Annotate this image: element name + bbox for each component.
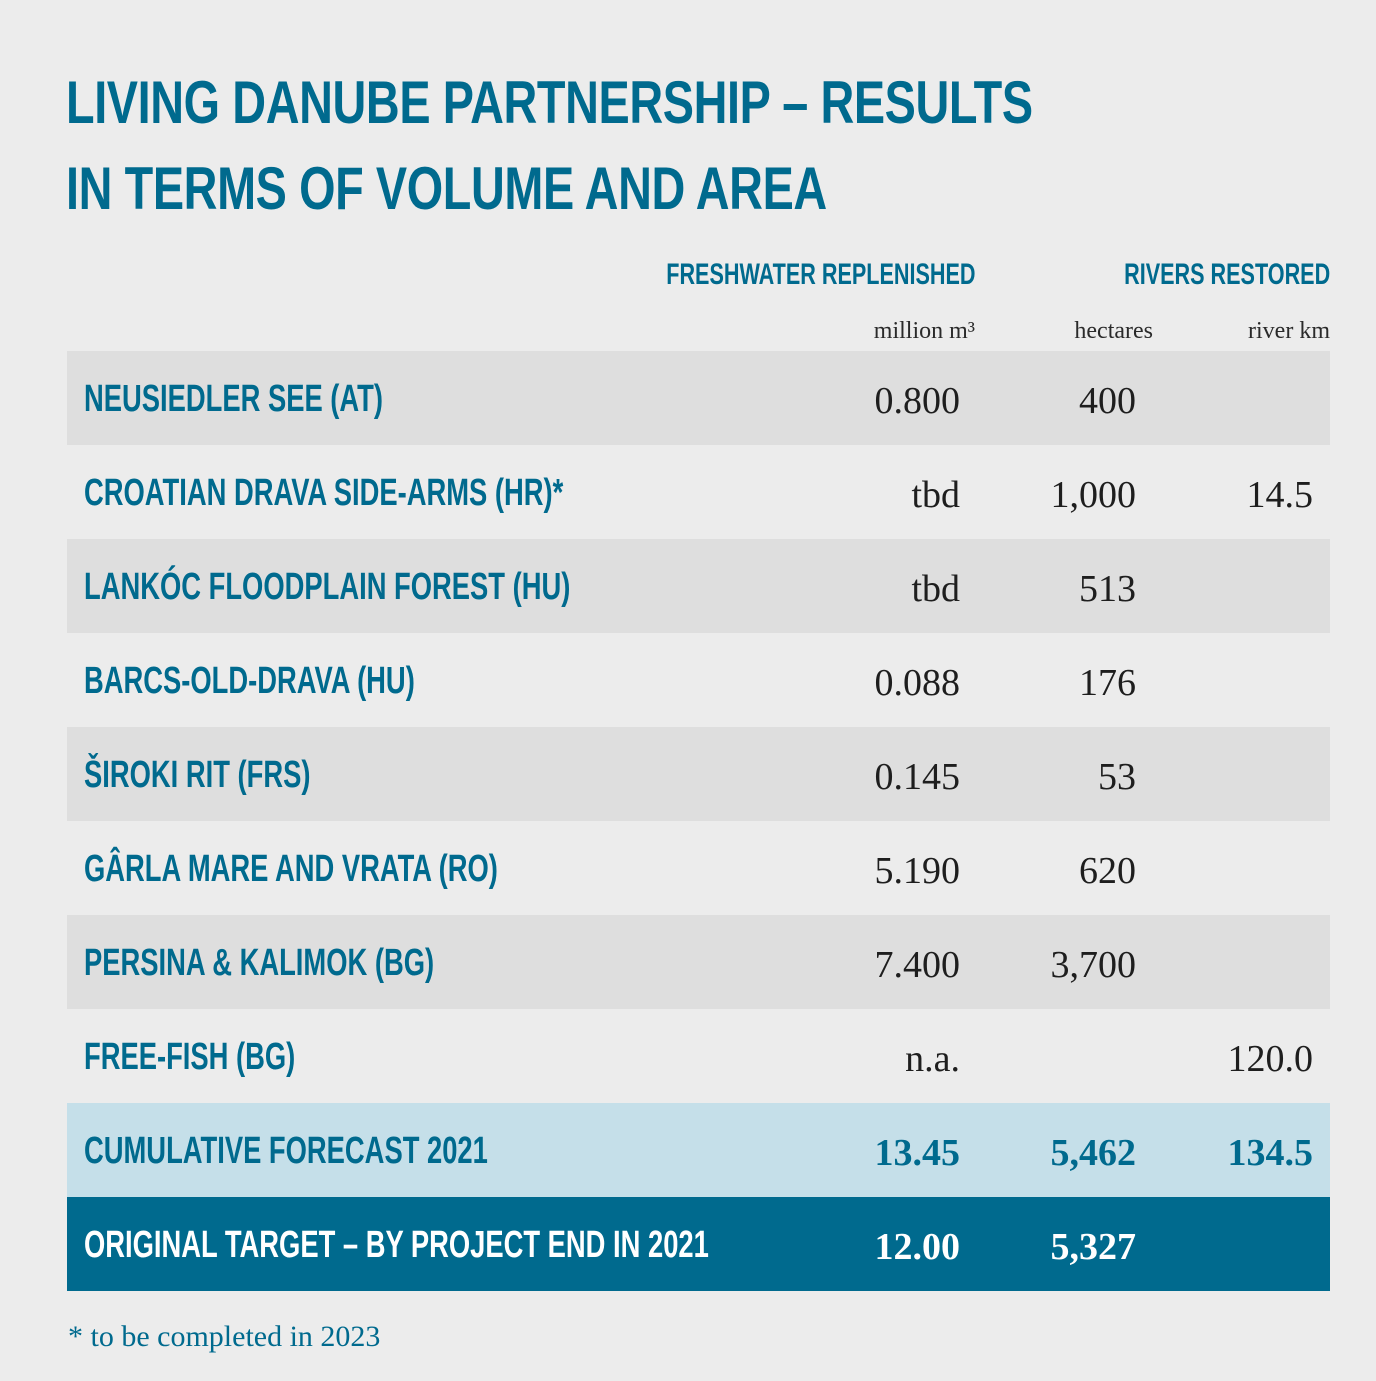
- original-target-row: [67, 1197, 1330, 1291]
- hectares-value: 176: [1079, 662, 1136, 704]
- title-line-1: LIVING DANUBE PARTNERSHIP – RESULTS: [66, 69, 1033, 136]
- freshwater-value: tbd: [911, 568, 960, 610]
- site-name: PERSINA & KALIMOK (BG): [84, 942, 435, 984]
- table-row: [67, 727, 1330, 821]
- site-name: GÂRLA MARE AND VRATA (RO): [84, 848, 498, 890]
- table-row: [67, 539, 1330, 633]
- forecast-hectares-value: 5,462: [1050, 1132, 1136, 1174]
- table-row: [67, 445, 1330, 539]
- footnote: * to be completed in 2023: [68, 1320, 381, 1353]
- table-row: [67, 633, 1330, 727]
- freshwater-value: 0.088: [874, 662, 960, 704]
- table-row: [67, 1009, 1330, 1103]
- freshwater-value: n.a.: [905, 1038, 960, 1080]
- freshwater-value: 0.145: [874, 756, 960, 798]
- site-name: NEUSIEDLER SEE (AT): [84, 378, 383, 420]
- freshwater-value: 7.400: [874, 944, 960, 986]
- table-row: [67, 821, 1330, 915]
- unit-million-m3: million m³: [873, 318, 975, 344]
- site-name: CROATIAN DRAVA SIDE-ARMS (HR)*: [84, 472, 564, 514]
- header-rivers-restored: RIVERS RESTORED: [1123, 258, 1330, 291]
- title-line-2: IN TERMS OF VOLUME AND AREA: [66, 155, 827, 222]
- results-table: [67, 351, 1330, 1291]
- hectares-value: 513: [1079, 568, 1136, 610]
- hectares-value: 400: [1079, 380, 1136, 422]
- river-km-value: 120.0: [1227, 1038, 1313, 1080]
- hectares-value: 53: [1098, 756, 1136, 798]
- target-freshwater-value: 12.00: [874, 1226, 960, 1268]
- cumulative-forecast-row: [67, 1103, 1330, 1197]
- unit-river-km: river km: [1248, 318, 1330, 344]
- site-name: BARCS-OLD-DRAVA (HU): [84, 660, 415, 702]
- freshwater-value: 5.190: [874, 850, 960, 892]
- table-row: [67, 351, 1330, 445]
- hectares-value: 1,000: [1050, 474, 1136, 516]
- freshwater-value: tbd: [911, 474, 960, 516]
- site-name: FREE-FISH (BG): [84, 1036, 296, 1078]
- site-name: ŠIROKI RIT (FRS): [84, 754, 311, 796]
- header-freshwater-replenished: FRESHWATER REPLENISHED: [665, 258, 975, 291]
- hectares-value: 620: [1079, 850, 1136, 892]
- hectares-value: 3,700: [1050, 944, 1136, 986]
- freshwater-value: 0.800: [874, 380, 960, 422]
- forecast-label: CUMULATIVE FORECAST 2021: [84, 1130, 488, 1172]
- unit-hectares: hectares: [1074, 318, 1153, 344]
- target-label: ORIGINAL TARGET – BY PROJECT END IN 2021: [84, 1224, 709, 1266]
- target-hectares-value: 5,327: [1050, 1226, 1136, 1268]
- forecast-river-km-value: 134.5: [1227, 1132, 1313, 1174]
- forecast-freshwater-value: 13.45: [874, 1132, 960, 1174]
- page-title: [66, 60, 1033, 232]
- river-km-value: 14.5: [1246, 474, 1313, 516]
- table-row: [67, 915, 1330, 1009]
- site-name: LANKÓC FLOODPLAIN FOREST (HU): [84, 566, 571, 608]
